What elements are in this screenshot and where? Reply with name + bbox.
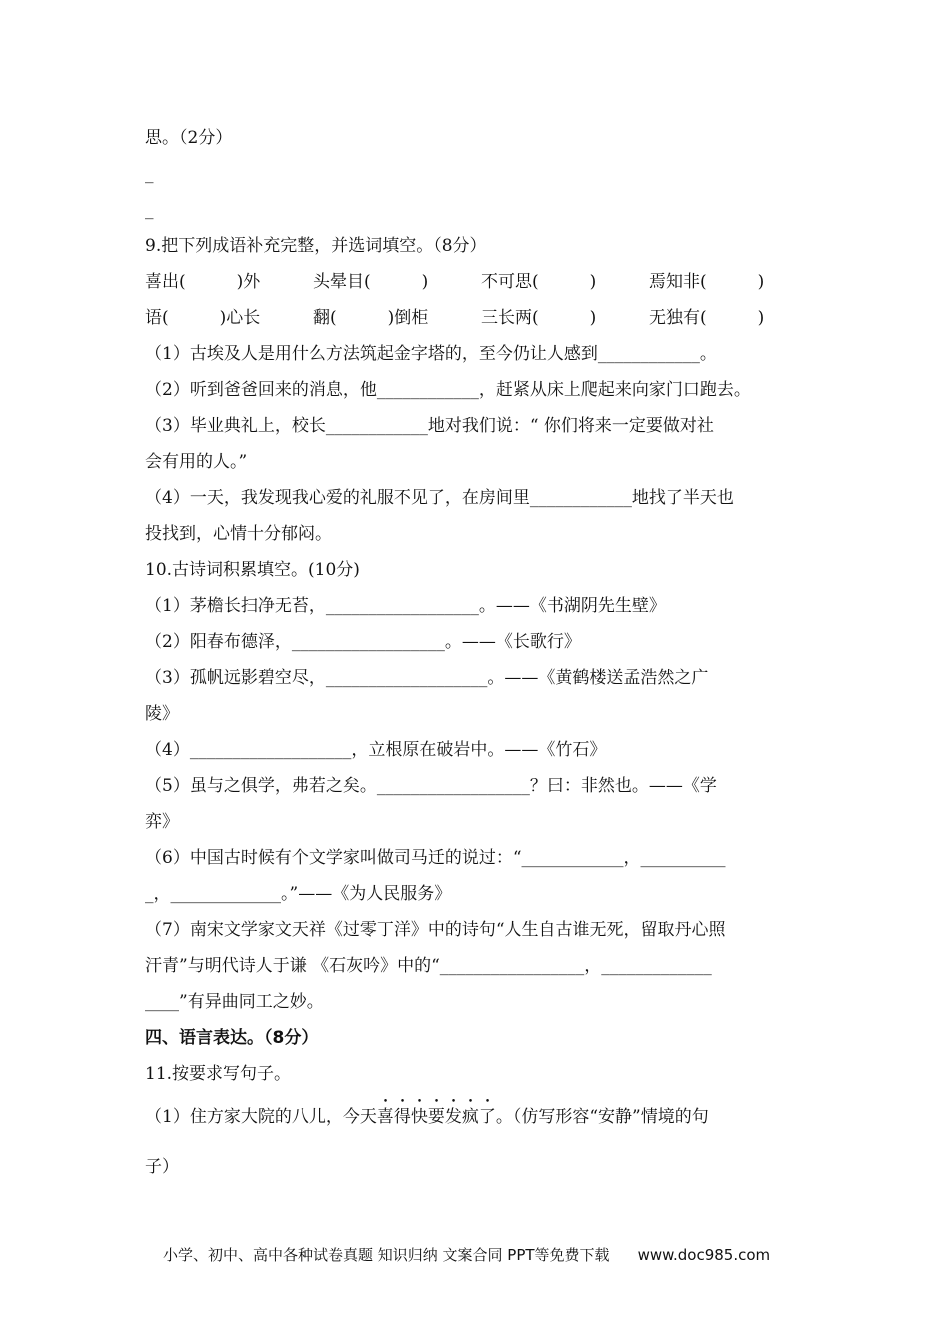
q10-title: 10.古诗词积累填空。(10分) (145, 560, 360, 580)
idiom-item: 不可思( ) (481, 272, 597, 292)
q10-line: （2）阳春布德泽，__________________。——《长歌行》 (145, 632, 581, 652)
q10-line: （5）虽与之俱学，弗若之矣。__________________？曰：非然也。——《学 (145, 776, 717, 796)
q11-1-emphasis: 喜得快要发疯了 (376, 1107, 496, 1127)
answer-mark: _ (145, 164, 154, 184)
q10-line: ____”有异曲同工之妙。 (145, 992, 324, 1012)
idiom-item: 三长两( ) (481, 308, 597, 328)
q9-line: 投找到，心情十分郁闷。 (145, 524, 332, 544)
q9-line: 会有用的人。” (145, 452, 248, 472)
idiom-item: 喜出( )外 (145, 272, 261, 292)
footer-url[interactable]: www.doc985.com (637, 1246, 771, 1264)
idiom-row-2 (145, 300, 815, 336)
idiom-item: 语( )心长 (145, 308, 261, 328)
idiom-item: 翻( )倒柜 (313, 308, 429, 328)
q11-title: 11.按要求写句子。 (145, 1064, 292, 1084)
q10-line: （3）孤帆远影碧空尽，___________________。——《黄鹤楼送孟浩然之广 (145, 668, 709, 688)
q9-line: （4）一天，我发现我心爱的礼服不见了，在房间里____________地找了半天也 (145, 488, 734, 508)
idiom-item: 头晕目( ) (313, 272, 429, 292)
q10-line: 陵》 (145, 704, 179, 724)
idiom-row-1 (145, 264, 815, 300)
previous-question-tail: 思。（2分） (145, 128, 233, 148)
idiom-item: 无独有( ) (649, 308, 765, 328)
q11-1-continuation: 子） (145, 1157, 179, 1177)
q9-line: （2）听到爸爸回来的消息，他____________，赶紧从床上爬起来向家门口跑去。 (145, 380, 751, 400)
q10-line: （7）南宋文学家文天祥《过零丁洋》中的诗句“人生自古谁无死，留取丹心照 (145, 920, 726, 940)
q10-line: _，_____________。”——《为人民服务》 (145, 884, 452, 904)
q10-line: 弈》 (145, 812, 179, 832)
section-4-heading: 四、语言表达。（8分） (145, 1028, 319, 1048)
idiom-item: 焉知非( ) (649, 272, 765, 292)
q11-1-prompt (145, 1092, 815, 1142)
q11-1-before: （1）住方家大院的八儿，今天 (145, 1107, 377, 1127)
q10-line: （4）___________________，立根原在破岩中。——《竹石》 (145, 740, 607, 760)
q9-line: （1）古埃及人是用什么方法筑起金字塔的，至今仍让人感到____________。 (145, 344, 717, 364)
q9-line: （3）毕业典礼上，校长____________地对我们说：“ 你们将来一定要做对社 (145, 416, 714, 436)
answer-mark: _ (145, 200, 154, 220)
footer (163, 1244, 770, 1266)
q11-1-after: 。（仿写形容“安静”情境的句 (495, 1107, 709, 1127)
footer-text: 小学、初中、高中各种试卷真题 知识归纳 文案合同 PPT等免费下载 (163, 1246, 610, 1264)
q10-line: （1）茅檐长扫净无苔，__________________。——《书湖阴先生壁》 (145, 596, 666, 616)
q9-title: 9.把下列成语补充完整，并选词填空。（8分） (145, 236, 487, 256)
page-content (145, 120, 815, 1192)
q10-line: （6）中国古时候有个文学家叫做司马迁的说过：“____________，__________ (145, 848, 726, 868)
q10-line: 汗青”与明代诗人于谦 《石灰吟》中的“_________________，_____________ (145, 956, 712, 976)
